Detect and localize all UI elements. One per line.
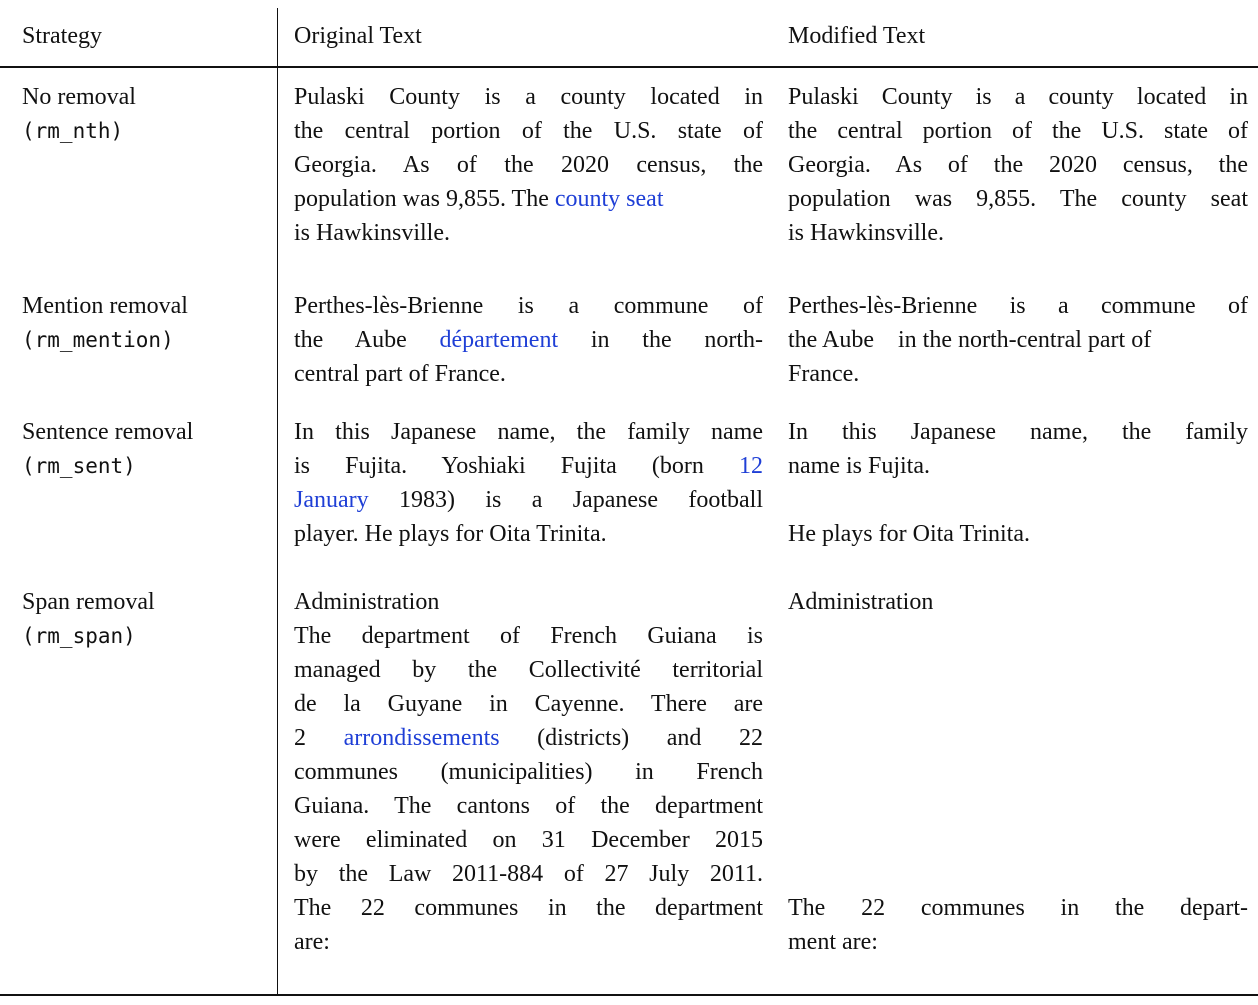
strategy-cell <box>22 289 267 357</box>
text-line: population was 9,855. The county seat <box>788 186 1248 212</box>
strategy-code: (rm_mention) <box>22 328 174 352</box>
text-line: were eliminated on 31 December 2015 <box>294 827 763 853</box>
removed-span-gap <box>788 755 1248 789</box>
text-line: Perthes-lès-Brienne is a commune of <box>294 293 763 319</box>
text-line: The 22 communes in the depart- <box>788 895 1248 921</box>
text-line: Pulaski County is a county located in <box>788 84 1248 110</box>
strategy-name: No removal <box>22 84 136 110</box>
text-line <box>294 721 763 755</box>
text-line: Administration <box>788 589 934 615</box>
text-line: communes (municipalities) in French <box>294 759 763 785</box>
text-line: Georgia. As of the 2020 census, the <box>294 152 763 178</box>
text-line: Perthes-lès-Brienne is a commune of <box>788 293 1248 319</box>
text-line: player. He plays for Oita Trinita. <box>294 521 607 547</box>
text-line: In this Japanese name, the family <box>788 419 1248 445</box>
removed-span-gap <box>788 687 1248 721</box>
text-line: de la Guyane in Cayenne. There are <box>294 691 763 717</box>
strategy-name: Sentence removal <box>22 419 194 445</box>
removed-sentence-gap <box>788 483 1248 517</box>
text-line: The 22 communes in the department <box>294 895 763 921</box>
text-line: are: <box>294 929 330 955</box>
column-divider <box>277 8 278 994</box>
text-line: is Hawkinsville. <box>788 220 944 246</box>
text-line <box>294 182 763 216</box>
removed-span-gap <box>788 653 1248 687</box>
strategy-cell <box>22 80 267 148</box>
text-line: name is Fujita. <box>788 453 930 479</box>
header-modified-text: Modified Text <box>788 23 926 49</box>
removed-span-gap <box>788 721 1248 755</box>
header-rule <box>0 66 1258 68</box>
text-fragment: 1983) is a Japanese football <box>368 487 763 513</box>
strategy-name: Span removal <box>22 589 155 615</box>
header-strategy: Strategy <box>22 23 102 49</box>
text-line: central part of France. <box>294 361 506 387</box>
strategy-cell <box>22 415 267 483</box>
text-line: He plays for Oita Trinita. <box>788 521 1030 547</box>
text-line: the central portion of the U.S. state of <box>788 118 1248 144</box>
text-line: managed by the Collectivité territorial <box>294 657 763 683</box>
text-line <box>294 449 763 483</box>
removed-span-gap <box>788 619 1248 653</box>
modified-text-cell <box>788 585 1248 959</box>
removed-span-gap <box>788 823 1248 857</box>
text-fragment: population was 9,855. The <box>294 186 555 212</box>
text-line: is Hawkinsville. <box>294 220 450 246</box>
table-bottom-rule <box>0 994 1258 996</box>
strategy-code: (rm_nth) <box>22 119 124 143</box>
text-line: In this Japanese name, the family name <box>294 419 763 445</box>
arrondissements-link[interactable]: arrondissements <box>343 725 500 751</box>
text-line: Georgia. As of the 2020 census, the <box>788 152 1248 178</box>
strategy-name: Mention removal <box>22 293 188 319</box>
date-link[interactable]: January <box>294 487 369 513</box>
text-line: the Aube in the north-central part of <box>788 327 1152 353</box>
removed-span-gap <box>788 789 1248 823</box>
county-seat-link[interactable]: county seat <box>554 186 664 212</box>
text-line: Guiana. The cantons of the department <box>294 793 763 819</box>
modified-text-cell <box>788 415 1248 551</box>
text-line: Administration <box>294 589 440 615</box>
text-fragment: 2 <box>294 725 344 751</box>
text-fragment: in the north- <box>558 327 764 353</box>
modified-text-cell <box>788 289 1248 391</box>
text-fragment: is Fujita. Yoshiaki Fujita (born <box>294 453 739 479</box>
header-original-text: Original Text <box>294 23 422 49</box>
strategy-code: (rm_sent) <box>22 454 136 478</box>
original-text-cell <box>294 585 763 959</box>
original-text-cell <box>294 415 763 551</box>
text-line: by the Law 2011-884 of 27 July 2011. <box>294 861 763 887</box>
modified-text-cell <box>788 80 1248 250</box>
text-line: ment are: <box>788 929 878 955</box>
removed-span-gap <box>788 857 1248 891</box>
text-line <box>294 483 763 517</box>
strategy-cell <box>22 585 267 653</box>
text-line: the central portion of the U.S. state of <box>294 118 763 144</box>
text-fragment: (districts) and 22 <box>499 725 764 751</box>
text-line <box>294 323 763 357</box>
original-text-cell <box>294 80 763 250</box>
departement-link[interactable]: département <box>439 327 559 353</box>
text-line: France. <box>788 361 860 387</box>
text-line: The department of French Guiana is <box>294 623 763 649</box>
original-text-cell <box>294 289 763 391</box>
strategy-code: (rm_span) <box>22 624 136 648</box>
text-line: Pulaski County is a county located in <box>294 84 763 110</box>
date-link[interactable]: 12 <box>739 453 763 479</box>
text-fragment: the Aube <box>294 327 440 353</box>
